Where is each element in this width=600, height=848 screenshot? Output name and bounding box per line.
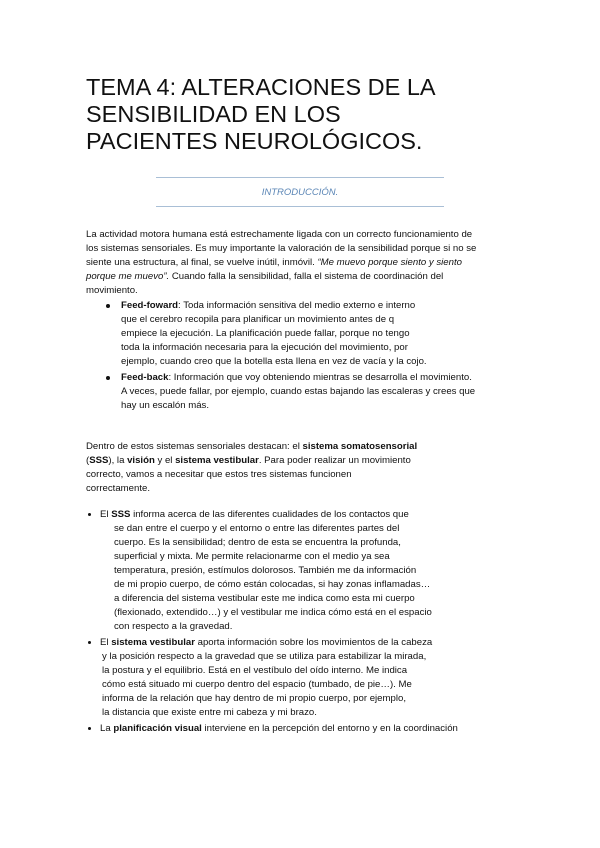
section-divider-top bbox=[156, 177, 444, 178]
intro-line-3-text: siente una estructura, al final, se vuelve inútil, inmóvil. bbox=[86, 257, 315, 268]
visual-line-1a: La bbox=[100, 723, 114, 734]
intro-quote-part-2: porque me muevo”. bbox=[86, 271, 170, 282]
vestibular-line-5: informa de la relación que hay dentro de mi propio cuerpo, por ejemplo, bbox=[102, 693, 406, 704]
section-heading: INTRODUCCIÓN. bbox=[261, 187, 339, 198]
intro-line-3 bbox=[86, 256, 516, 270]
term-vision: visión bbox=[127, 455, 155, 466]
feed-back-line-1: : Información que voy obteniendo mientras se desarrolla el movimiento. bbox=[168, 372, 472, 383]
vestibular-term: sistema vestibular bbox=[111, 637, 195, 648]
vestibular-line-3: la postura y el equilibrio. Está en el vestíbulo del oído interno. Me indica bbox=[102, 665, 408, 676]
visual-line-1b: interviene en la percepción del entorno y en la coordinación bbox=[201, 723, 458, 734]
systems-line-2c: y el bbox=[154, 455, 176, 466]
intro-line-5: movimiento. bbox=[86, 285, 138, 296]
sss-line-8: (flexionado, extendido…) y el vestibular me indica cómo está en el espacio bbox=[114, 607, 432, 618]
vestibular-continuation bbox=[102, 650, 516, 720]
page-title bbox=[86, 74, 516, 155]
term-feed-forward: Feed-foward bbox=[121, 300, 179, 311]
sss-line-2: se dan entre el cuerpo y el entorno o entre las diferentes partes del bbox=[114, 523, 400, 534]
feed-back-line-2: A veces, puede fallar, por ejemplo, cuando estas bajando las escaleras y crees que bbox=[121, 386, 476, 397]
sss-line-1b: informa acerca de las diferentes cualidades de los contactos que bbox=[130, 509, 409, 520]
feed-forward-line-2: que el cerebro recopila para planificar un movimiento antes de q bbox=[121, 314, 395, 325]
feed-forward-line-4: toda la información necesaria para la ejecución del movimiento, por bbox=[121, 342, 408, 353]
section-divider-bottom bbox=[156, 206, 444, 207]
systems-line-2b: ), la bbox=[108, 455, 128, 466]
term-sss-full: sistema somatosensorial bbox=[302, 441, 418, 452]
intro-line-2: los sistemas sensoriales. Es muy importante la valoración de la sensibilidad porque si no se bbox=[86, 243, 477, 254]
feed-forward-line-3: empiece la ejecución. La planificación puede fallar, porque no tengo bbox=[121, 328, 410, 339]
feed-forward-line-5: ejemplo, cuando creo que la botella esta llena en vez de vacía y la cojo. bbox=[121, 356, 427, 367]
intro-paragraph bbox=[86, 228, 516, 298]
systems-list bbox=[86, 508, 516, 736]
sss-continuation bbox=[114, 522, 516, 634]
term-sss: SSS bbox=[89, 455, 109, 466]
intro-line-4 bbox=[86, 270, 516, 284]
bullet-icon bbox=[88, 727, 91, 730]
sss-line-4: superficial y mixta. Me permite relacionarme con el medio ya sea bbox=[114, 551, 390, 562]
term-feed-back: Feed-back bbox=[121, 372, 169, 383]
list-item-vestibular bbox=[86, 636, 516, 720]
systems-paragraph bbox=[86, 440, 516, 496]
bullet-icon bbox=[106, 304, 110, 308]
bullet-icon bbox=[106, 376, 110, 380]
bullet-icon bbox=[88, 641, 91, 644]
systems-line-2d: . Para poder realizar un movimiento bbox=[258, 455, 411, 466]
title-line-1: TEMA 4: ALTERACIONES DE LA bbox=[86, 74, 436, 100]
sss-line-1a: El bbox=[100, 509, 112, 520]
list-item-sss bbox=[86, 508, 516, 634]
systems-line-1a: Dentro de estos sistemas sensoriales destacan: el bbox=[86, 441, 303, 452]
list-item-visual bbox=[86, 722, 516, 736]
sss-line-7: a diferencia del sistema vestibular este me indica como esta mi cuerpo bbox=[114, 593, 415, 604]
sss-line-3: cuerpo. Es la sensibilidad; dentro de esta se encuentra la profunda, bbox=[114, 537, 401, 548]
intro-quote-part-1: “Me muevo porque siento y siento bbox=[317, 257, 462, 268]
sss-term: SSS bbox=[111, 509, 131, 520]
intro-line-1: La actividad motora humana está estrechamente ligada con un correcto funcionamiento de bbox=[86, 229, 473, 240]
systems-line-2a: ( bbox=[86, 455, 90, 466]
title-line-3: PACIENTES NEUROLÓGICOS. bbox=[86, 128, 423, 154]
list-item-feed-back bbox=[86, 371, 516, 413]
list-item-feed-forward bbox=[86, 299, 516, 369]
bullet-icon bbox=[88, 513, 91, 516]
sss-line-9: con respecto a la gravedad. bbox=[114, 621, 233, 632]
visual-term: planificación visual bbox=[113, 723, 202, 734]
vestibular-line-2: y la posición respecto a la gravedad que se utiliza para estabilizar la mirada, bbox=[102, 651, 427, 662]
vestibular-line-1a: El bbox=[100, 637, 112, 648]
feed-forward-line-1: : Toda información sensitiva del medio externo e interno bbox=[178, 300, 416, 311]
feed-list bbox=[86, 299, 516, 413]
sss-line-5: temperatura, presión, estímulos dolorosos. También me da información bbox=[114, 565, 417, 576]
vestibular-line-4: cómo está situado mi cuerpo dentro del espacio (tumbado, de pie…). Me bbox=[102, 679, 412, 690]
sss-line-6: de mi propio cuerpo, de cómo están colocadas, si hay zonas inflamadas… bbox=[114, 579, 431, 590]
systems-line-3: correcto, vamos a necesitar que estos tres sistemas funcionen bbox=[86, 469, 352, 480]
systems-line-4: correctamente. bbox=[86, 483, 150, 494]
intro-line-4-text: Cuando falla la sensibilidad, falla el sistema de coordinación del bbox=[171, 271, 444, 282]
term-vestibular: sistema vestibular bbox=[175, 455, 259, 466]
title-line-2: SENSIBILIDAD EN LOS bbox=[86, 101, 341, 127]
vestibular-line-6: la distancia que existe entre mi cabeza y mi brazo. bbox=[102, 707, 317, 718]
vestibular-line-1b: aporta información sobre los movimientos de la cabeza bbox=[194, 637, 433, 648]
feed-back-line-3: hay un escalón más. bbox=[121, 400, 209, 411]
